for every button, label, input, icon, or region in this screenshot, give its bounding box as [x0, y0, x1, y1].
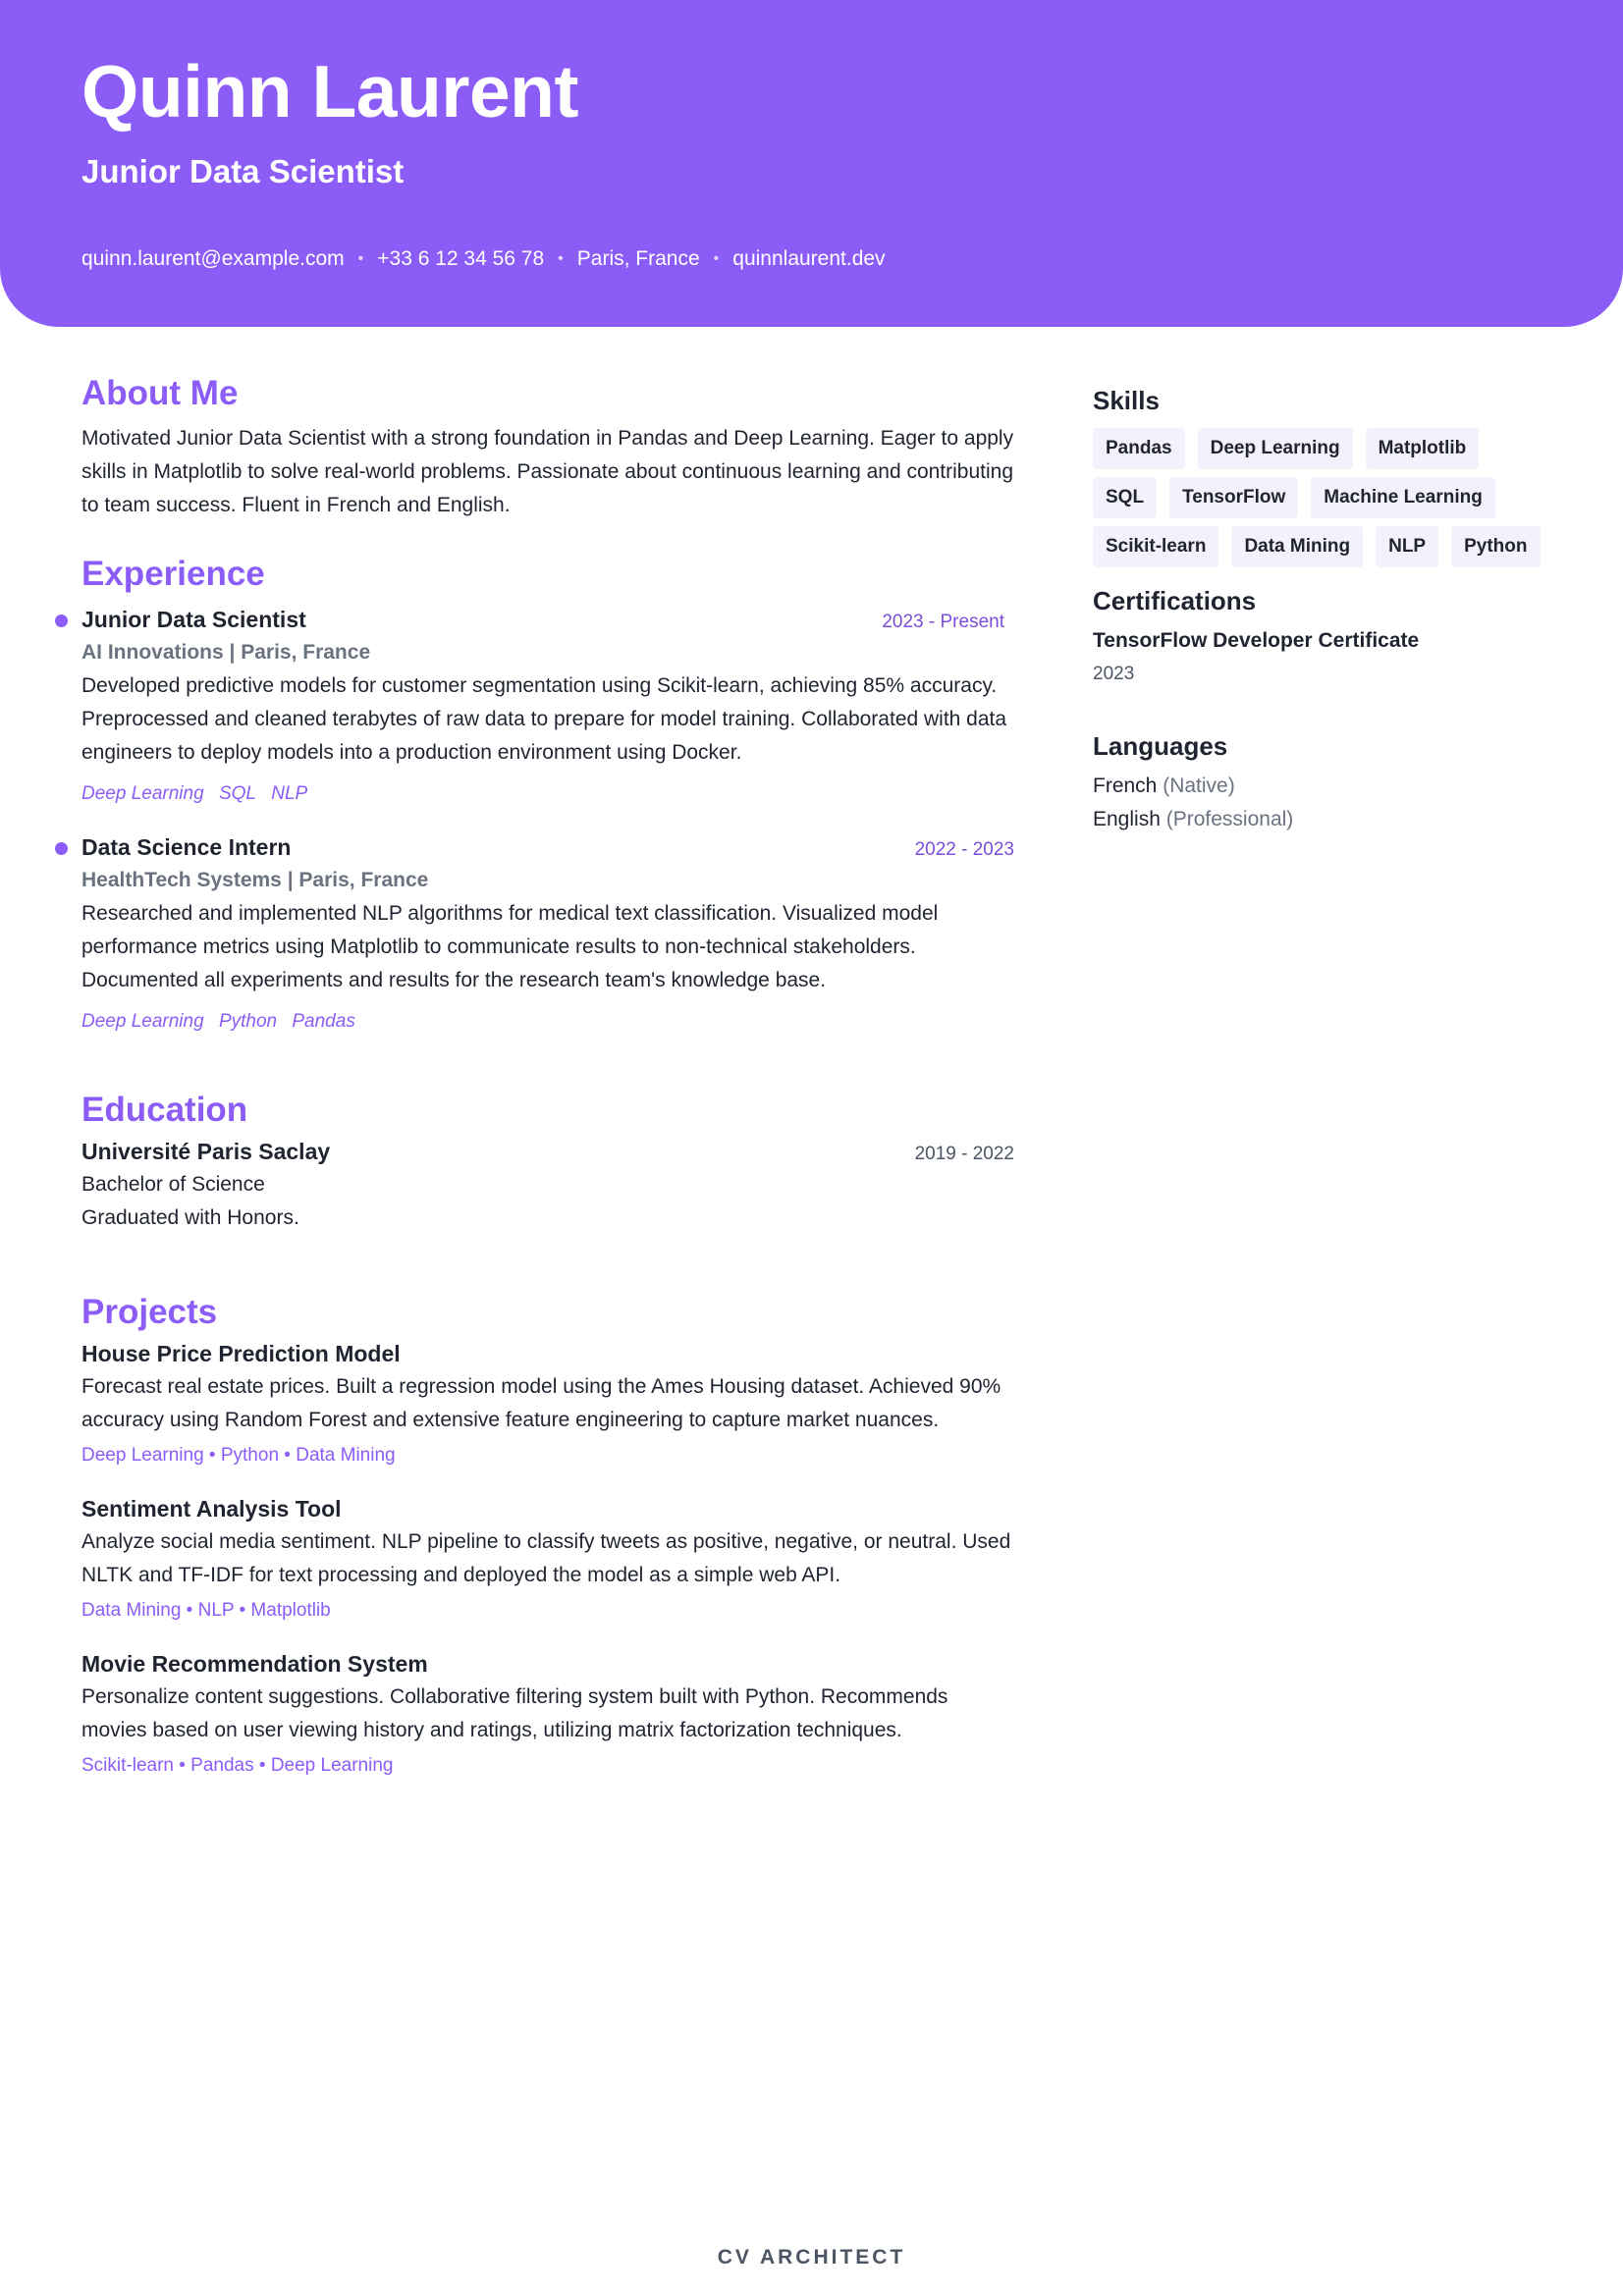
education-note: Graduated with Honors.: [81, 1206, 299, 1229]
project-title: Sentiment Analysis Tool: [81, 1496, 342, 1522]
job-tag: Deep Learning: [81, 1011, 204, 1032]
language-level: (Professional): [1165, 808, 1294, 830]
contact-email[interactable]: quinn.laurent@example.com: [81, 247, 345, 270]
about-title: About Me: [81, 374, 239, 412]
job-tags: [81, 783, 1014, 805]
job-entry: [81, 603, 1014, 805]
project-tags: Scikit-learn • Pandas • Deep Learning: [81, 1755, 394, 1776]
job-company: AI Innovations | Paris, France: [81, 641, 371, 664]
certification-year: 2023: [1093, 664, 1135, 684]
project-description: Analyze social media sentiment. NLP pipeline to classify tweets as positive, negative, or neutral. Used NLTK and TF-IDF for text processing and deployed the model as a simple web API.: [81, 1530, 1011, 1586]
language-item: [1093, 770, 1544, 803]
skill-chip: Scikit-learn: [1093, 526, 1218, 567]
language-item: [1093, 803, 1544, 836]
education-entry: [81, 1135, 1014, 1235]
skill-chip: TensorFlow: [1169, 477, 1298, 518]
project-tags: Deep Learning • Python • Data Mining: [81, 1445, 396, 1466]
skill-chip: Deep Learning: [1198, 428, 1353, 469]
job-company: HealthTech Systems | Paris, France: [81, 869, 429, 891]
project-tags: Data Mining • NLP • Matplotlib: [81, 1600, 331, 1621]
job-tag: Python: [218, 1011, 278, 1032]
language-name: French: [1093, 774, 1158, 797]
skills-list: [1093, 428, 1554, 575]
job-title: Data Science Intern: [81, 834, 292, 860]
project-description: Forecast real estate prices. Built a regression model using the Ames Housing dataset. Achieved 90% accuracy using Random Forest and extensive feature engineering to capture market nuances.: [81, 1375, 1001, 1431]
contact-separator: •: [558, 250, 564, 267]
school-name: Université Paris Saclay: [81, 1139, 331, 1164]
project-entry: [81, 1337, 1014, 1467]
project-title: House Price Prediction Model: [81, 1341, 401, 1366]
skill-chip: Matplotlib: [1366, 428, 1480, 469]
skill-chip: SQL: [1093, 477, 1157, 518]
timeline-dot: [55, 842, 68, 855]
education-title: Education: [81, 1091, 248, 1129]
language-level: (Native): [1163, 774, 1235, 797]
job-tag: Deep Learning: [81, 783, 204, 804]
contact-location: Paris, France: [576, 247, 700, 270]
job-tags: [81, 1011, 1014, 1033]
resume-header: [0, 0, 1623, 327]
job-title: Junior Data Scientist: [81, 607, 306, 632]
experience-title: Experience: [81, 555, 265, 593]
skill-chip: NLP: [1376, 526, 1438, 567]
projects-title: Projects: [81, 1293, 218, 1331]
footer-brand: CV ARCHITECT: [717, 2246, 906, 2269]
skill-chip: Pandas: [1093, 428, 1185, 469]
contact-phone[interactable]: +33 6 12 34 56 78: [377, 247, 545, 270]
contact-line: [81, 245, 886, 273]
project-entry: [81, 1647, 1014, 1777]
contact-separator: •: [357, 250, 364, 267]
contact-separator: •: [713, 250, 720, 267]
certifications-title: Certifications: [1093, 586, 1257, 615]
side-column: [1093, 383, 1544, 836]
skill-chip: Python: [1451, 526, 1540, 567]
project-entry: [81, 1492, 1014, 1622]
languages-title: Languages: [1093, 731, 1228, 761]
contact-website[interactable]: quinnlaurent.dev: [732, 247, 886, 270]
skill-chip: Data Mining: [1231, 526, 1363, 567]
job-date: 2023 - Present: [882, 612, 1004, 632]
certification-name: TensorFlow Developer Certificate: [1093, 629, 1420, 652]
candidate-name: Quinn Laurent: [81, 50, 578, 133]
job-tag: SQL: [218, 783, 256, 804]
job-entry: [81, 830, 1014, 1033]
project-title: Movie Recommendation System: [81, 1651, 428, 1677]
skills-title: Skills: [1093, 386, 1160, 415]
job-tag: Pandas: [292, 1011, 355, 1032]
degree: Bachelor of Science: [81, 1173, 265, 1196]
project-description: Personalize content suggestions. Collaborative filtering system built with Python. Recommends movies based on user viewing history and ratings, utilizing matrix factorization techniques.: [81, 1685, 948, 1741]
skill-chip: Machine Learning: [1311, 477, 1495, 518]
job-description: Developed predictive models for customer segmentation using Scikit-learn, achieving 85% accuracy. Preprocessed and cleaned terabytes of raw data to prepare for model training. Collaborated with data engineers to deploy models into a production environment using Docker.: [81, 674, 1007, 764]
timeline-dot: [55, 614, 68, 627]
candidate-role: Junior Data Scientist: [81, 153, 405, 189]
main-column: [81, 373, 1014, 1777]
job-date: 2022 - 2023: [914, 839, 1014, 860]
education-date: 2019 - 2022: [914, 1144, 1014, 1164]
job-description: Researched and implemented NLP algorithms for medical text classification. Visualized model performance metrics using Matplotlib to communicate results to non-technical stakeholders. Documented all experiments and results for the research team's knowledge base.: [81, 902, 939, 991]
job-tag: NLP: [271, 783, 308, 804]
about-text: Motivated Junior Data Scientist with a strong foundation in Pandas and Deep Learning. Eager to apply skills in Matplotlib to solve real-world problems. Passionate about continuous learning and contributing to team success. Fluent in French and English.: [81, 427, 1014, 516]
language-name: English: [1093, 808, 1161, 830]
